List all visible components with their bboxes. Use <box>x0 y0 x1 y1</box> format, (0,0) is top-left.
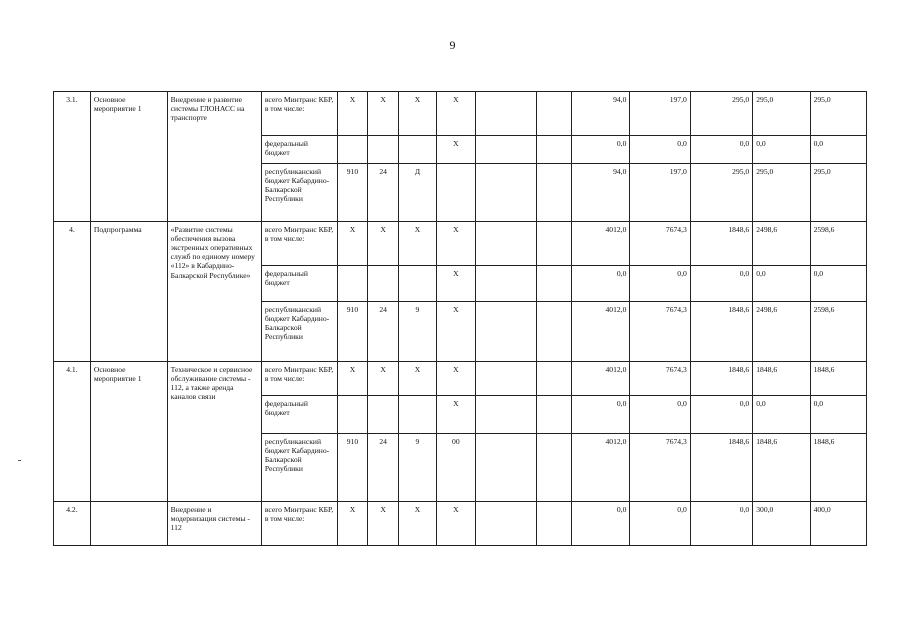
amount-cell: 0,0 <box>630 136 690 164</box>
event-name-cell: «Развитие системы обеспечения вызова экстренных оперативных служб по единому номеру «112» в Кабардино-Балкарской Республике» <box>167 222 261 362</box>
table-row <box>54 222 867 266</box>
row-number-cell: 3.1. <box>54 92 91 222</box>
code-cell <box>475 136 536 164</box>
code-cell <box>337 266 368 302</box>
code-cell: X <box>368 92 399 136</box>
amount-cell: 7674,3 <box>630 434 690 502</box>
amount-cell: 1848,6 <box>690 222 752 266</box>
amount-cell: 2598,6 <box>810 222 866 266</box>
code-cell: 910 <box>337 302 368 362</box>
funding-source-cell: всего Минтранс КБР, в том числе: <box>261 362 337 396</box>
amount-cell: 295,0 <box>690 164 752 222</box>
code-cell <box>368 266 399 302</box>
code-cell <box>537 396 572 434</box>
code-cell: 24 <box>368 302 399 362</box>
amount-cell: 2498,6 <box>753 302 810 362</box>
amount-cell: 1848,6 <box>810 434 866 502</box>
amount-cell: 2498,6 <box>753 222 810 266</box>
amount-cell: 0,0 <box>810 266 866 302</box>
row-number-cell: 4.2. <box>54 502 91 546</box>
amount-cell: 7674,3 <box>630 222 690 266</box>
amount-cell: 4012,0 <box>572 362 630 396</box>
amount-cell: 0,0 <box>690 396 752 434</box>
amount-cell: 1848,6 <box>690 302 752 362</box>
amount-cell: 295,0 <box>810 92 866 136</box>
code-cell <box>475 92 536 136</box>
event-name-cell: Внедрение и развитие системы ГЛОНАСС на транспорте <box>167 92 261 222</box>
code-cell: X <box>368 502 399 546</box>
code-cell <box>399 396 437 434</box>
code-cell <box>475 396 536 434</box>
amount-cell: 295,0 <box>753 164 810 222</box>
amount-cell: 4012,0 <box>572 302 630 362</box>
code-cell <box>337 396 368 434</box>
amount-cell: 94,0 <box>572 92 630 136</box>
budget-table <box>53 91 867 546</box>
code-cell <box>537 164 572 222</box>
amount-cell: 0,0 <box>753 396 810 434</box>
amount-cell: 295,0 <box>753 92 810 136</box>
code-cell: X <box>399 362 437 396</box>
amount-cell: 0,0 <box>630 266 690 302</box>
code-cell: X <box>337 222 368 266</box>
funding-source-cell: всего Минтранс КБР, в том числе: <box>261 502 337 546</box>
amount-cell: 4012,0 <box>572 222 630 266</box>
amount-cell: 0,0 <box>630 396 690 434</box>
code-cell: 9 <box>399 434 437 502</box>
amount-cell: 2598,6 <box>810 302 866 362</box>
amount-cell: 0,0 <box>690 266 752 302</box>
funding-source-cell: всего Минтранс КБР, в том числе: <box>261 222 337 266</box>
code-cell: X <box>399 222 437 266</box>
status-cell: Основное мероприятие 1 <box>90 362 167 502</box>
code-cell <box>537 434 572 502</box>
page-number: 9 <box>449 38 456 52</box>
code-cell <box>475 362 536 396</box>
code-cell: X <box>436 396 475 434</box>
amount-cell: 0,0 <box>753 136 810 164</box>
code-cell <box>475 266 536 302</box>
amount-cell: 0,0 <box>690 502 752 546</box>
amount-cell: 1848,6 <box>690 434 752 502</box>
event-name-cell: Техническое и сервисное обслуживание системы - 112, а также аренда каналов связи <box>167 362 261 502</box>
funding-source-cell: федеральный бюджет <box>261 396 337 434</box>
code-cell: 9 <box>399 302 437 362</box>
code-cell <box>436 164 475 222</box>
row-number-cell: 4. <box>54 222 91 362</box>
row-number-cell: 4.1. <box>54 362 91 502</box>
amount-cell: 0,0 <box>630 502 690 546</box>
amount-cell: 94,0 <box>572 164 630 222</box>
amount-cell: 1848,6 <box>753 434 810 502</box>
code-cell: X <box>436 302 475 362</box>
amount-cell: 0,0 <box>572 136 630 164</box>
code-cell: X <box>368 222 399 266</box>
amount-cell: 4012,0 <box>572 434 630 502</box>
amount-cell: 1848,6 <box>753 362 810 396</box>
amount-cell: 0,0 <box>572 502 630 546</box>
code-cell: 00 <box>436 434 475 502</box>
funding-source-cell: республиканский бюджет Кабардино-Балкарской Республики <box>261 302 337 362</box>
code-cell: X <box>436 92 475 136</box>
code-cell <box>537 92 572 136</box>
code-cell <box>537 266 572 302</box>
amount-cell: 0,0 <box>753 266 810 302</box>
amount-cell: 7674,3 <box>630 362 690 396</box>
code-cell <box>537 302 572 362</box>
table-body <box>54 92 867 546</box>
code-cell <box>475 434 536 502</box>
code-cell: X <box>436 222 475 266</box>
amount-cell: 0,0 <box>572 266 630 302</box>
code-cell <box>537 502 572 546</box>
table-row <box>54 92 867 136</box>
amount-cell: 0,0 <box>690 136 752 164</box>
amount-cell: 7674,3 <box>630 302 690 362</box>
status-cell: Подпрограмма <box>90 222 167 362</box>
code-cell: 24 <box>368 164 399 222</box>
code-cell: 24 <box>368 434 399 502</box>
code-cell <box>399 136 437 164</box>
code-cell <box>475 502 536 546</box>
amount-cell: 400,0 <box>810 502 866 546</box>
funding-source-cell: всего Минтранс КБР, в том числе: <box>261 92 337 136</box>
funding-source-cell: федеральный бюджет <box>261 136 337 164</box>
amount-cell: 197,0 <box>630 92 690 136</box>
table-row <box>54 362 867 396</box>
code-cell: X <box>337 502 368 546</box>
event-name-cell: Внедрение и модернизация системы - 112 <box>167 502 261 546</box>
code-cell <box>368 396 399 434</box>
funding-source-cell: республиканский бюджет Кабардино-Балкарской Республики <box>261 434 337 502</box>
amount-cell: 300,0 <box>753 502 810 546</box>
code-cell: Д <box>399 164 437 222</box>
code-cell: X <box>337 362 368 396</box>
status-cell: Основное мероприятие 1 <box>90 92 167 222</box>
code-cell: X <box>436 136 475 164</box>
code-cell <box>368 136 399 164</box>
code-cell <box>475 164 536 222</box>
amount-cell: 1848,6 <box>810 362 866 396</box>
funding-source-cell: федеральный бюджет <box>261 266 337 302</box>
code-cell: X <box>436 266 475 302</box>
table-row <box>54 502 867 546</box>
amount-cell: 0,0 <box>810 396 866 434</box>
code-cell: X <box>436 362 475 396</box>
code-cell <box>399 266 437 302</box>
amount-cell: 1848,6 <box>690 362 752 396</box>
code-cell: X <box>337 92 368 136</box>
code-cell <box>537 222 572 266</box>
code-cell: X <box>399 502 437 546</box>
code-cell: X <box>436 502 475 546</box>
code-cell: X <box>399 92 437 136</box>
code-cell <box>537 362 572 396</box>
funding-source-cell: республиканский бюджет Кабардино-Балкарской Республики <box>261 164 337 222</box>
scan-mark <box>18 460 21 461</box>
code-cell <box>537 136 572 164</box>
code-cell <box>475 222 536 266</box>
amount-cell: 0,0 <box>572 396 630 434</box>
status-cell <box>90 502 167 546</box>
amount-cell: 0,0 <box>810 136 866 164</box>
amount-cell: 197,0 <box>630 164 690 222</box>
amount-cell: 295,0 <box>810 164 866 222</box>
code-cell <box>337 136 368 164</box>
code-cell <box>475 302 536 362</box>
code-cell: 910 <box>337 434 368 502</box>
amount-cell: 295,0 <box>690 92 752 136</box>
code-cell: 910 <box>337 164 368 222</box>
code-cell: X <box>368 362 399 396</box>
